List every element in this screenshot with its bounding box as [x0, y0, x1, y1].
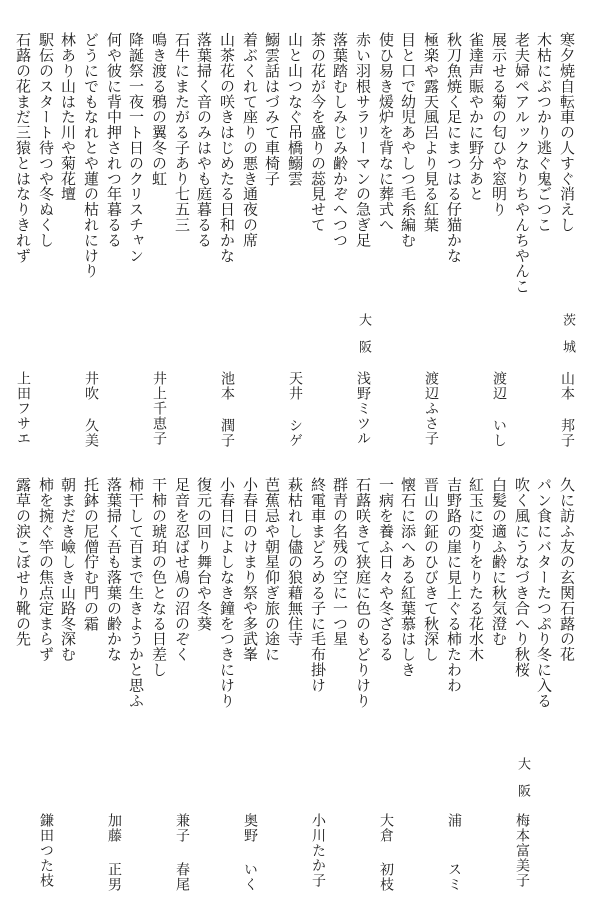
haiku-line: 雀達声賑やかに野分あと — [467, 32, 485, 202]
haiku-line: 鰯雲話はづみて車椅子 — [263, 32, 281, 186]
haiku-line: 紅玉に変りをりたる花水木 — [467, 477, 485, 662]
haiku-line: 秋刀魚焼く足にまつはる仔猫かな — [445, 32, 463, 263]
author-name — [557, 371, 577, 448]
haiku-line: 復元の回り舞台や冬葵 — [195, 477, 213, 631]
author-given-name: スミ — [446, 862, 462, 892]
author-surname: 上田 — [15, 371, 31, 401]
haiku-line: 久に訪ふ友の玄関石蕗の花 — [558, 477, 576, 662]
haiku-line: 晋山の鉦のひびきて秋深し — [422, 477, 440, 662]
author-name — [172, 813, 192, 892]
author-name — [13, 371, 33, 448]
haiku-line: 目と口で幼児あやしつ毛糸編む — [399, 32, 417, 248]
author-given-name: 春尾 — [174, 862, 190, 892]
author-surname: 池本 — [219, 371, 235, 401]
haiku-line: 足音を忍ばせ鳰の沼のぞく — [173, 477, 191, 662]
haiku-line: 小春日によしなき鐘をつきにけり — [218, 477, 236, 708]
haiku-line: 一病を養ふ日々や冬ざるる — [377, 477, 395, 662]
haiku-line: 落葉掃く吾も落葉の齢かな — [105, 477, 123, 662]
haiku-line: 赤い羽根サラリーマンの急ぎ足 — [354, 32, 372, 248]
author-surname: 梅本 — [514, 813, 530, 843]
author-given-name: いく — [242, 862, 258, 892]
haiku-line: 林あり山はた川や菊花壇 — [59, 32, 77, 202]
author-surname: 奥野 — [242, 813, 258, 843]
author-prefecture: 大阪 — [515, 757, 530, 811]
author-given-name: 初枝 — [378, 862, 394, 892]
author-surname: 加藤 — [106, 813, 122, 843]
author-surname: 渡辺 — [491, 371, 507, 401]
author-name — [512, 813, 532, 892]
author-name — [149, 371, 169, 448]
haiku-line: 落葉踏むしみじみ齢かぞへつつ — [331, 32, 349, 248]
haiku-line: 山と山つなぐ吊橋鰯雲 — [286, 32, 304, 186]
haiku-line: 石蕗咲きて狭庭に色のもどりけり — [354, 477, 372, 708]
author-given-name: 正男 — [106, 862, 122, 892]
author-name — [240, 813, 260, 892]
haiku-line: 極楽や露天風呂より見る紅葉 — [422, 32, 440, 233]
author-name — [308, 813, 328, 892]
author-given-name: ミツル — [355, 401, 371, 446]
haiku-line: 托鉢の尼僧佇む門の霜 — [82, 477, 100, 631]
author-surname: 山本 — [559, 371, 575, 401]
haiku-line: 柿干して百まで生きようかと思ふ — [127, 477, 145, 708]
haiku-line: 展示せる菊の匂ひや窓明り — [490, 32, 508, 217]
haiku-line: 吉野路の崖に見上ぐる柿たわわ — [445, 477, 463, 693]
author-name — [285, 371, 305, 448]
haiku-line: 吹く風にうなづき合へり秋桜 — [513, 477, 531, 678]
author-given-name: つた枝 — [38, 843, 54, 888]
haiku-line: 小春日のけまり祭や多武峯 — [241, 477, 259, 662]
author-given-name: 千恵子 — [151, 401, 167, 446]
haiku-line: 露草の涙こぼせり靴の先 — [14, 477, 32, 647]
author-given-name: 潤子 — [219, 418, 235, 448]
author-surname: 井上 — [151, 371, 167, 401]
haiku-line: 萩枯れし儘の狼藉無住寺 — [286, 477, 304, 647]
author-surname: 大倉 — [378, 813, 394, 843]
haiku-line: 鳴き渡る鴉の翼冬の虹 — [150, 32, 168, 186]
author-name — [36, 813, 56, 892]
haiku-line: 白髪の適ふ齢に秋気澄む — [490, 477, 508, 647]
author-prefecture: 茨城 — [560, 313, 575, 367]
author-name — [489, 371, 509, 448]
author-given-name: 久美 — [83, 418, 99, 448]
haiku-line: 落葉掃く音のみはやも庭暮るる — [195, 32, 213, 248]
haiku-line: 着ぶくれて座りの悪き通夜の席 — [241, 32, 259, 248]
author-name — [421, 371, 441, 448]
haiku-line: 何や彼に背中押されつ年暮るる — [105, 32, 123, 248]
haiku-line: 群青の名残の空に一つ星 — [331, 477, 349, 647]
author-surname: 天井 — [287, 371, 303, 401]
author-surname: 渡辺 — [423, 371, 439, 401]
author-surname: 井吹 — [83, 371, 99, 401]
haiku-line: 石牛にまたがる子あり七五三 — [173, 32, 191, 233]
haiku-line: 終電車まどろめる子に毛布掛け — [309, 477, 327, 693]
haiku-line: 使ひ易き煖炉を背なに葬式へ — [377, 32, 395, 233]
author-given-name: シゲ — [287, 418, 303, 448]
author-name — [81, 371, 101, 448]
author-given-name: たか子 — [310, 843, 326, 888]
haiku-line: どうにでもなれとや蓮の枯れにけり — [82, 32, 100, 279]
haiku-line: 駅伝のスタート待つや冬ぬくし — [37, 32, 55, 248]
author-given-name: フサエ — [15, 401, 31, 446]
author-surname: 鎌田 — [38, 813, 54, 843]
author-name — [444, 813, 464, 892]
author-name — [217, 371, 237, 448]
haiku-line: 懐石に添へある紅葉慕はしき — [399, 477, 417, 678]
author-given-name: いし — [491, 418, 507, 448]
haiku-line: 柿を捥ぐ竿の焦点定まらず — [37, 477, 55, 662]
haiku-line: 朝まだき嶮しき山路冬深む — [59, 477, 77, 662]
author-given-name: 富美子 — [514, 843, 530, 888]
author-surname: 小川 — [310, 813, 326, 843]
author-name — [376, 813, 396, 892]
author-given-name: 邦子 — [559, 418, 575, 448]
haiku-line: 山茶花の咲きはじめたる日和かな — [218, 32, 236, 263]
author-name — [104, 813, 124, 892]
haiku-line: パン食にバターたつぷり冬に入る — [535, 477, 553, 708]
haiku-line: 老夫婦ペアルックなりちやんちやんこ — [513, 32, 531, 294]
haiku-line: 木枯にぶつかり逃ぐ鬼ごつこ — [535, 32, 553, 233]
haiku-line: 石蕗の花まだ三猿とはなりきれず — [14, 32, 32, 263]
author-prefecture: 大阪 — [356, 313, 371, 367]
author-surname: 浦 — [446, 813, 462, 828]
author-surname: 兼子 — [174, 813, 190, 843]
author-surname: 浅野 — [355, 371, 371, 401]
haiku-line: 干柿の琥珀の色となる日差し — [150, 477, 168, 678]
haiku-line: 寒夕焼自転車の人すぐ消えし — [558, 32, 576, 233]
haiku-line: 降誕祭一夜一ト日のクリスチャン — [127, 32, 145, 263]
haiku-line: 芭蕉忌や朝星仰ぎ旅の途に — [263, 477, 281, 662]
author-given-name: ふさ子 — [423, 401, 439, 446]
author-name — [353, 371, 373, 448]
haiku-line: 茶の花が今を盛りの蕊見せて — [309, 32, 327, 233]
